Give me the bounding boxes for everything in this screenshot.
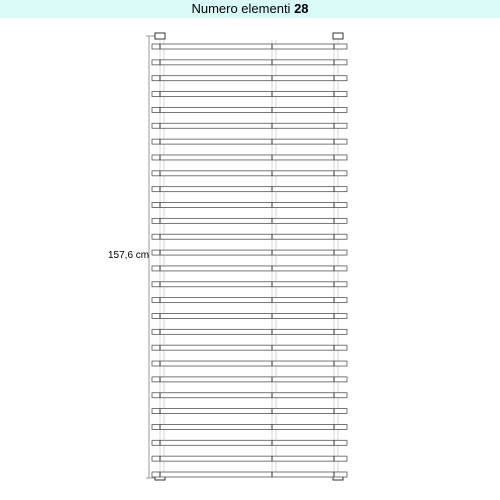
element-bar	[152, 92, 347, 97]
radiator-element	[152, 282, 347, 287]
radiator-element	[152, 123, 347, 128]
radiator-element	[152, 107, 347, 112]
element-bar	[152, 60, 347, 65]
element-bar	[152, 218, 347, 223]
element-bar	[152, 282, 347, 287]
radiator-element	[152, 472, 347, 477]
element-count-value: 28	[294, 1, 309, 16]
radiator-element	[152, 76, 347, 81]
radiator-element	[152, 266, 347, 271]
element-bar	[152, 76, 347, 81]
element-bar	[152, 123, 347, 128]
radiator-element	[152, 139, 347, 144]
radiator-element	[152, 424, 347, 429]
top-left-bracket	[155, 33, 165, 39]
element-bar	[152, 203, 347, 208]
radiator-element	[152, 171, 347, 176]
element-bar	[152, 44, 347, 49]
radiator-element	[152, 298, 347, 303]
element-bar	[152, 440, 347, 445]
radiator-element	[152, 60, 347, 65]
radiator-element	[152, 250, 347, 255]
radiator-bars	[152, 44, 347, 477]
element-bar	[152, 171, 347, 176]
element-bar	[152, 298, 347, 303]
element-bar	[152, 250, 347, 255]
element-bar	[152, 377, 347, 382]
top-right-bracket	[333, 33, 343, 39]
radiator-element	[152, 440, 347, 445]
element-bar	[152, 234, 347, 239]
radiator-element	[152, 187, 347, 192]
element-count-label: Numero elementi	[191, 1, 291, 16]
element-bar	[152, 456, 347, 461]
element-bar	[152, 313, 347, 318]
radiator-element	[152, 313, 347, 318]
radiator-element	[152, 393, 347, 398]
radiator-element	[152, 218, 347, 223]
radiator-element	[152, 361, 347, 366]
element-bar	[152, 187, 347, 192]
radiator-element	[152, 234, 347, 239]
element-bar	[152, 409, 347, 414]
element-bar	[152, 393, 347, 398]
element-bar	[152, 266, 347, 271]
height-dimension-label: 157,6 cm	[108, 250, 150, 261]
radiator-element	[152, 203, 347, 208]
radiator-element	[152, 155, 347, 160]
radiator-element	[152, 345, 347, 350]
element-bar	[152, 361, 347, 366]
element-bar	[152, 107, 347, 112]
element-bar	[152, 155, 347, 160]
radiator-element	[152, 456, 347, 461]
element-bar	[152, 139, 347, 144]
element-bar	[152, 424, 347, 429]
radiator-element	[152, 377, 347, 382]
element-bar	[152, 472, 347, 477]
radiator-element	[152, 92, 347, 97]
element-bar	[152, 345, 347, 350]
radiator-element	[152, 329, 347, 334]
radiator-element	[152, 409, 347, 414]
element-bar	[152, 329, 347, 334]
radiator-element	[152, 44, 347, 49]
